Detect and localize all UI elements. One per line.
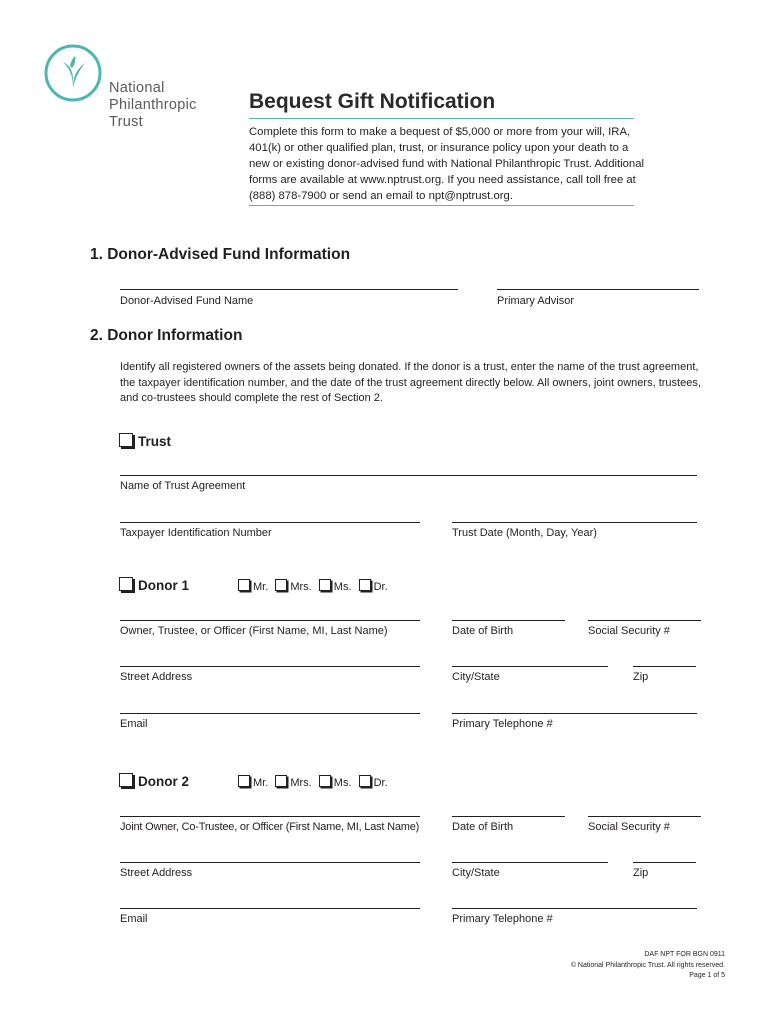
donor2-phone-field[interactable] bbox=[452, 908, 697, 909]
donor2-salutation-dr[interactable] bbox=[359, 777, 388, 789]
trust-name-label: Name of Trust Agreement bbox=[120, 480, 246, 492]
donor1-dob-label: Date of Birth bbox=[452, 625, 514, 637]
donor1-dr-checkbox[interactable] bbox=[359, 579, 371, 591]
donor2-salutations bbox=[238, 775, 392, 789]
donor2-salutation-mrs[interactable] bbox=[275, 777, 311, 789]
donor2-mrs-label: Mrs. bbox=[290, 777, 312, 789]
donor2-dr-checkbox[interactable] bbox=[359, 775, 371, 787]
donor1-option[interactable] bbox=[119, 577, 189, 593]
section2-instructions: Identify all registered owners of the assets being donated. If the donor is a trust, enter the name of the trust agreement, the taxpayer identification number, and the date of the trust agreement directly below. All owners, joint owners, trustees, and co-trustees should complete the rest of Section 2. bbox=[120, 361, 701, 404]
donor2-dr-label: Dr. bbox=[373, 777, 388, 789]
donor2-salutation-mr[interactable] bbox=[238, 777, 268, 789]
donor2-checkbox-label: Donor 2 bbox=[138, 774, 190, 789]
section2-heading: 2. Donor Information bbox=[90, 327, 243, 344]
intro-rule bbox=[249, 205, 634, 206]
donor2-ssn-field[interactable] bbox=[588, 816, 701, 817]
donor1-salutations bbox=[238, 579, 392, 593]
primary-advisor-label: Primary Advisor bbox=[497, 295, 575, 307]
donor2-name-label: Joint Owner, Co-Trustee, or Officer (First Name, MI, Last Name) bbox=[120, 821, 420, 833]
donor1-checkbox[interactable] bbox=[119, 577, 133, 591]
donor1-ms-checkbox[interactable] bbox=[319, 579, 331, 591]
donor2-city-label: City/State bbox=[452, 867, 500, 879]
donor1-mr-checkbox[interactable] bbox=[238, 579, 250, 591]
npt-logo-icon bbox=[44, 44, 102, 102]
donor2-salutation-ms[interactable] bbox=[319, 777, 352, 789]
donor1-name-label: Owner, Trustee, or Officer (First Name, MI, Last Name) bbox=[120, 625, 388, 637]
donor1-street-field[interactable] bbox=[120, 666, 420, 667]
donor2-city-field[interactable] bbox=[452, 862, 608, 863]
trust-checkbox-label: Trust bbox=[138, 434, 172, 449]
donor2-email-label: Email bbox=[120, 913, 148, 925]
trust-date-label: Trust Date (Month, Day, Year) bbox=[452, 527, 597, 539]
donor1-salutation-mr[interactable] bbox=[238, 581, 268, 593]
donor2-email-field[interactable] bbox=[120, 908, 420, 909]
donor2-phone-label: Primary Telephone # bbox=[452, 913, 553, 925]
donor2-dob-label: Date of Birth bbox=[452, 821, 514, 833]
donor2-checkbox[interactable] bbox=[119, 773, 133, 787]
copyright: © National Philanthropic Trust. All rights reserved. bbox=[570, 961, 725, 969]
form-title: Bequest Gift Notification bbox=[249, 90, 496, 113]
donor1-ssn-field[interactable] bbox=[588, 620, 701, 621]
org-name-line1: National bbox=[109, 80, 165, 96]
donor1-city-label: City/State bbox=[452, 671, 500, 683]
donor1-phone-field[interactable] bbox=[452, 713, 697, 714]
donor1-mr-label: Mr. bbox=[253, 581, 269, 593]
org-name-line3: Trust bbox=[109, 114, 143, 130]
donor1-zip-label: Zip bbox=[633, 671, 649, 683]
tin-label: Taxpayer Identification Number bbox=[120, 527, 272, 539]
donor1-ssn-label: Social Security # bbox=[588, 625, 670, 637]
donor1-city-field[interactable] bbox=[452, 666, 608, 667]
fund-name-label: Donor-Advised Fund Name bbox=[120, 295, 254, 307]
donor2-ms-label: Ms. bbox=[333, 777, 352, 789]
primary-advisor-field[interactable] bbox=[497, 289, 699, 290]
donor1-name-field[interactable] bbox=[120, 620, 420, 621]
trust-date-field[interactable] bbox=[452, 522, 697, 523]
donor1-salutation-mrs[interactable] bbox=[275, 581, 311, 593]
donor2-street-field[interactable] bbox=[120, 862, 420, 863]
form-code: DAF NPT FOR BGN 0911 bbox=[644, 951, 725, 958]
trust-name-field[interactable] bbox=[120, 475, 697, 476]
donor2-mr-label: Mr. bbox=[253, 777, 269, 789]
donor2-zip-label: Zip bbox=[633, 867, 649, 879]
tin-field[interactable] bbox=[120, 522, 420, 523]
donor2-mrs-checkbox[interactable] bbox=[275, 775, 287, 787]
org-name bbox=[109, 80, 197, 131]
donor1-checkbox-label: Donor 1 bbox=[138, 578, 190, 593]
donor2-dob-field[interactable] bbox=[452, 816, 565, 817]
trust-option[interactable] bbox=[119, 433, 171, 449]
org-name-line2: Philanthropic bbox=[109, 97, 197, 113]
section1-heading: 1. Donor-Advised Fund Information bbox=[90, 246, 351, 263]
donor2-option[interactable] bbox=[119, 773, 189, 789]
intro-text: Complete this form to make a bequest of $5,000 or more from your will, IRA, 401(k) or other qualified plan, trust, or insurance policy upon your death to a new or existing donor-advised fund with National Philanthropic Trust. Additional forms are available at www.nptrust.org. If you need assistance, call toll free at (888) 878-7900 or send an email to npt@nptrust.org. bbox=[249, 126, 644, 202]
donor1-email-field[interactable] bbox=[120, 713, 420, 714]
donor2-street-label: Street Address bbox=[120, 867, 193, 879]
fund-name-field[interactable] bbox=[120, 289, 458, 290]
page-footer bbox=[571, 950, 725, 982]
donor1-ms-label: Ms. bbox=[333, 581, 352, 593]
donor1-dr-label: Dr. bbox=[373, 581, 388, 593]
donor1-mrs-checkbox[interactable] bbox=[275, 579, 287, 591]
trust-checkbox[interactable] bbox=[119, 433, 133, 447]
donor1-dob-field[interactable] bbox=[452, 620, 565, 621]
donor1-email-label: Email bbox=[120, 718, 148, 730]
donor2-ssn-label: Social Security # bbox=[588, 821, 670, 833]
donor1-zip-field[interactable] bbox=[633, 666, 696, 667]
donor1-salutation-dr[interactable] bbox=[359, 581, 388, 593]
page-number: Page 1 of 5 bbox=[689, 972, 725, 979]
donor2-mr-checkbox[interactable] bbox=[238, 775, 250, 787]
donor1-mrs-label: Mrs. bbox=[290, 581, 312, 593]
donor2-name-field[interactable] bbox=[120, 816, 420, 817]
donor2-ms-checkbox[interactable] bbox=[319, 775, 331, 787]
donor1-phone-label: Primary Telephone # bbox=[452, 718, 553, 730]
donor2-zip-field[interactable] bbox=[633, 862, 696, 863]
donor1-salutation-ms[interactable] bbox=[319, 581, 352, 593]
donor1-street-label: Street Address bbox=[120, 671, 193, 683]
title-rule bbox=[249, 118, 634, 119]
